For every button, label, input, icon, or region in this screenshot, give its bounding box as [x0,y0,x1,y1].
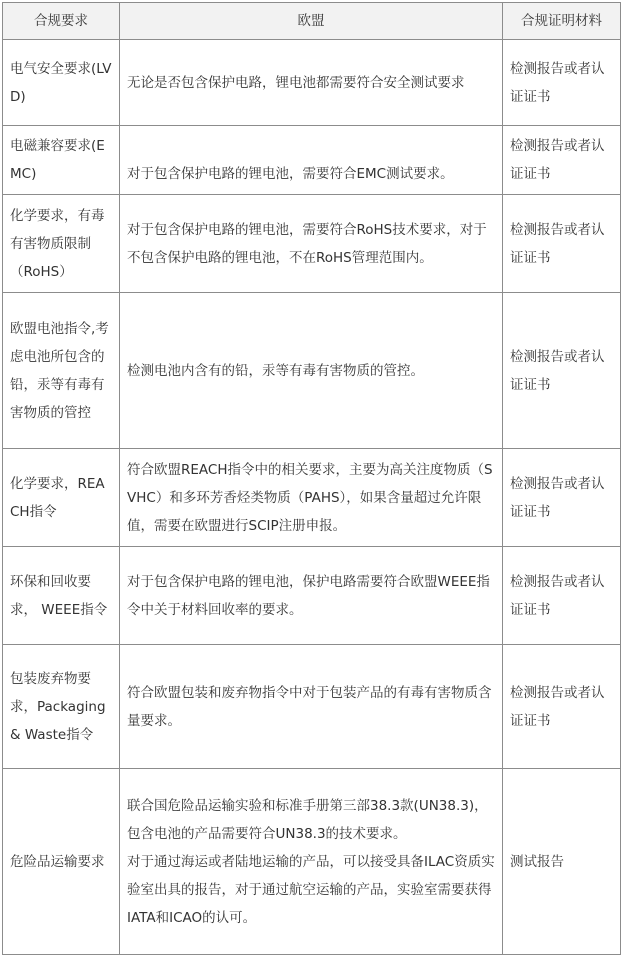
proof-cell: 检测报告或者认证证书 [503,547,621,645]
proof-cell: 检测报告或者认证证书 [503,293,621,449]
eu-paragraph: 无论是否包含保护电路，锂电池都需要符合安全测试要求 [127,74,465,91]
eu-paragraph: 符合欧盟REACH指令中的相关要求，主要为高关注度物质（SVHC）和多环芳香烃类物质（PAHS），如果含量超过允许限值，需要在欧盟进行SCIP注册申报。 [127,461,493,534]
table-row [3,547,621,645]
table-row [3,126,621,195]
eu-paragraph: 对于包含保护电路的锂电池，保护电路需要符合欧盟WEEE指令中关于材料回收率的要求。 [127,573,490,618]
header-proof: 合规证明材料 [503,3,621,40]
requirement-cell: 欧盟电池指令,考虑电池所包含的铅，汞等有毒有害物质的管控 [3,293,120,449]
header-requirement: 合规要求 [3,3,120,40]
requirement-cell: 环保和回收要求， WEEE指令 [3,547,120,645]
eu-cell [120,449,503,547]
eu-cell [120,293,503,449]
eu-paragraph: 对于包含保护电路的锂电池，需要符合RoHS技术要求，对于不包含保护电路的锂电池，不在RoHS管理范围内。 [127,221,487,266]
eu-cell [120,547,503,645]
eu-paragraph: 对于通过海运或者陆地运输的产品，可以接受具备ILAC资质实验室出具的报告，对于通过航空运输的产品，实验室需要获得IATA和ICAO的认可。 [127,853,495,926]
proof-cell: 检测报告或者认证证书 [503,126,621,195]
header-eu: 欧盟 [120,3,503,40]
eu-cell [120,769,503,955]
requirement-cell: 化学要求，REACH指令 [3,449,120,547]
eu-paragraph: 检测电池内含有的铅，汞等有毒有害物质的管控。 [127,362,424,379]
requirement-cell: 电磁兼容要求(EMC) [3,126,120,195]
table-row [3,195,621,293]
table-row [3,40,621,126]
eu-paragraph: 联合国危险品运输实验和标准手册第三部38.3款(UN38.3)，包含电池的产品需要符合UN38.3的技术要求。 [127,797,488,842]
requirement-cell: 化学要求，有毒有害物质限制（RoHS） [3,195,120,293]
eu-cell [120,40,503,126]
table-row [3,293,621,449]
requirement-cell: 包装废弃物要求，Packaging & Waste指令 [3,645,120,769]
table-row [3,769,621,955]
header-row [3,3,621,40]
eu-cell [120,195,503,293]
proof-cell: 检测报告或者认证证书 [503,645,621,769]
table-body [3,40,621,955]
eu-cell [120,645,503,769]
table-row [3,449,621,547]
requirement-cell: 电气安全要求(LVD) [3,40,120,126]
eu-paragraph: 对于包含保护电路的锂电池，需要符合EMC测试要求。 [127,166,454,182]
proof-cell: 检测报告或者认证证书 [503,195,621,293]
proof-cell: 测试报告 [503,769,621,955]
proof-cell: 检测报告或者认证证书 [503,449,621,547]
eu-paragraph: 符合欧盟包装和废弃物指令中对于包装产品的有毒有害物质含量要求。 [127,684,492,729]
table-row [3,645,621,769]
compliance-table [2,2,621,955]
eu-cell [120,126,503,195]
requirement-cell: 危险品运输要求 [3,769,120,955]
table-header [3,3,621,40]
proof-cell: 检测报告或者认证证书 [503,40,621,126]
